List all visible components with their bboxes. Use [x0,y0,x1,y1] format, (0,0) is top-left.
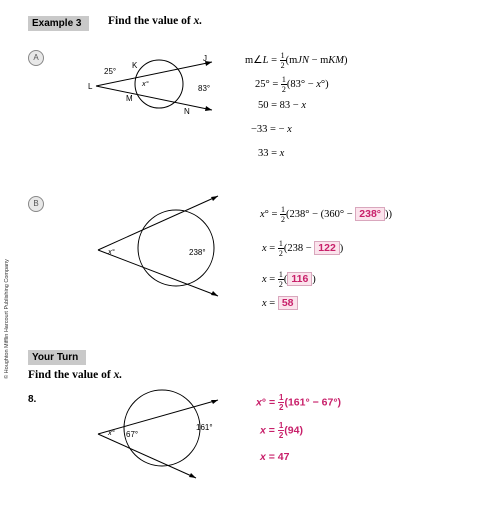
yt-arc-67: 67° [126,430,139,439]
b-step-3: x = $\frac{1}{2}$ ( 116 ) [262,270,316,289]
b-step-1: x° = $\frac{1}{2}$ (238° − (360° − 238° )) [260,205,392,224]
a-step-2: 25° = $\frac{1}{2}$ (83° − x°) [255,75,329,94]
example-tag: Example 3 [28,16,89,31]
arc-x: x° [142,79,149,88]
part-b-badge: B [28,196,44,212]
arc-238: 238° [189,248,206,257]
label-K: K [132,61,138,70]
answer-58: 58 [278,296,298,310]
publisher-credit: © Houghton Mifflin Harcourt Publishing Company [4,259,10,379]
your-turn-title: Find the value of x. [28,369,123,381]
angle-x: x° [108,247,115,256]
a-step-1: m∠L = $\frac{1}{2}$ (mJN − mKM) [245,51,348,70]
part-b-diagram [86,192,226,300]
arc-83: 83° [198,84,211,93]
label-N: N [184,107,190,116]
part-a-diagram [86,52,226,118]
label-M: M [126,94,133,103]
yt-step-2: x = $\frac{1}{2}$ (94) [260,421,303,440]
yt-angle-x: x° [108,428,115,437]
b-step-4: x = 58 [262,296,298,310]
your-turn-tag: Your Turn [28,350,86,365]
b-step-2: x = $\frac{1}{2}$ (238 − 122 ) [262,239,344,258]
example-title: Find the value of x. [108,15,203,27]
angle-25: 25° [104,67,117,76]
your-turn-diagram [86,384,226,488]
answer-116: 116 [287,272,312,286]
label-J: J [203,54,207,63]
label-L: L [88,82,93,91]
yt-step-3: x = 47 [260,451,290,463]
answer-122: 122 [314,241,340,255]
yt-step-1: x° = $\frac{1}{2}$ (161° − 67°) [256,393,342,412]
answer-238: 238° [355,207,385,221]
problem-number: 8. [28,394,37,405]
a-step-3: 50 = 83 − x [258,100,307,111]
a-step-5: 33 = x [258,148,285,159]
a-step-4: −33 = − x [251,124,292,135]
yt-arc-161: 161° [196,423,213,432]
part-a-badge: A [28,50,44,66]
